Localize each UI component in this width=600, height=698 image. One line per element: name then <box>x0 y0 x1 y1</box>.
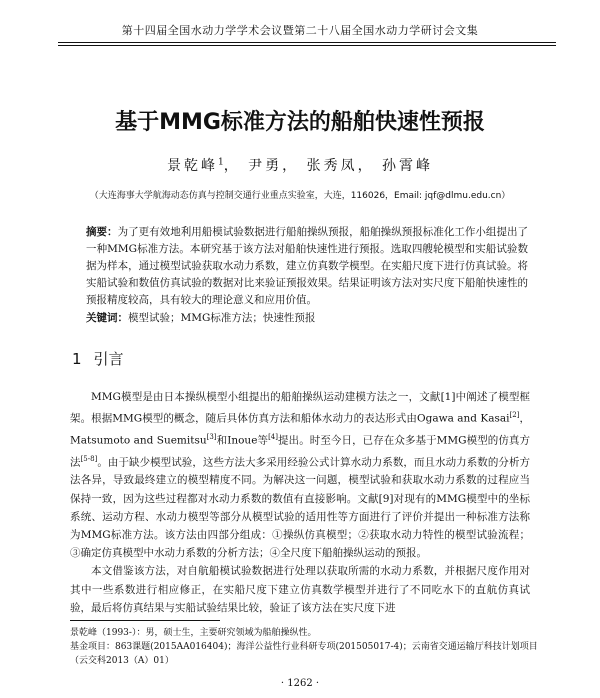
section-title: 引言 <box>93 350 124 368</box>
abstract-label: 摘要： <box>86 226 118 238</box>
author: 景乾峰$^1$ <box>166 157 224 174</box>
citation: [3] <box>206 432 217 441</box>
author: 孙霄峰 <box>382 158 434 174</box>
header-rule-thin <box>58 45 556 46</box>
page-number: · 1262 · <box>280 678 320 689</box>
footnote-rule <box>70 620 220 621</box>
citation: [2] <box>509 411 520 420</box>
footnotes <box>70 626 540 668</box>
section-heading <box>72 348 136 369</box>
paper-title: 基于MMG标准方法的船舶快速性预报 <box>115 110 485 135</box>
affiliation: （大连海事大学航海动态仿真与控制交通行业重点实验室，大连，116026，Email: jqf@dlmu.edu.cn） <box>89 191 511 201</box>
footnote: 基金项目：863课题(2015AA016404)；海洋公益性行业科研专项(201505017-4)；云南省交通运输厅科技计划项目（云交科2013（A）01） <box>70 642 538 666</box>
running-header: 第十四届全国水动力学学术会议暨第二十八届全国水动力学研讨会文集 <box>121 24 479 37</box>
section-number: 1 <box>72 350 82 368</box>
header-rule <box>58 42 556 43</box>
body-text <box>70 388 530 617</box>
keywords <box>86 310 528 325</box>
footnote: 景乾峰（1993-）：男，硕士生，主要研究领域为船舶操纵性。 <box>70 628 317 638</box>
author: 张秀凤 <box>306 158 358 174</box>
abstract-text: 为了更有效地利用船模试验数据进行船舶操纵预报，船舶操纵预报标准化工作小组提出了一种MMG标准方法。本研究基于该方法对船舶快速性进行预报。选取四艘轮模型和实船试验数据为样本，通过模型试验获取水动力系数，建立仿真数学模型。在实船尺度下进行仿真试验。将实船试验和数值仿真试验的数据对比来验证预报效果。结果证明该方法对实尺度下船舶快速性的预报精度较高，具有较大的理论意义和应用价值。 <box>86 226 529 306</box>
keywords-label: 关键词： <box>86 312 128 324</box>
keywords-text: 模型试验；MMG标准方法；快速性预报 <box>128 312 316 324</box>
paragraph: 本文借鉴该方法，对自航船模试验数据进行处理以获取所需的水动力系数，并根据尺度作用对其中一些系数进行相应修正，在实船尺度下建立仿真数学模型并进行了不同吃水下的直航仿真试验，最后将仿真结果与实船试验结果比较，验证了该方法在实尺度下进 <box>70 565 530 614</box>
author-list: 景乾峰$^1$， 尹勇， 张秀凤， 孙霄峰 <box>166 157 434 174</box>
paragraph: MMG模型是由日本操纵模型小组提出的船舶操纵运动建模方法之一，文献[1]中阐述了模型框架。根据MMG模型的概念，随后具体仿真方法和船体水动力的表达形式由Ogawa and Kasai[2]，Matsumoto and Suemitsu[3]和Inoue等[4]提出。时至今日，已存在众多基于MMG模型的仿真方法[5-8]。由于缺少模型试验，这些方法大多采用经验公式计算水动力系数，而且水动力系数的分析方法各异，导致最终建立的模型精度不同。为解决这一问题，模型试验和获取水动力系数的过程应当保持一致，因为这些过程都对水动力系数的数值有直接影响。文献[9]对现有的MMG模型中的坐标系统、运动方程、水动力模型等部分从模型试验的适用性等方面进行了评价并提出一种标准方法称为MMG标准方法。该方法由四部分组成：①操纵仿真模型；②获取水动力特性的模型试验流程；③确定仿真模型中水动力系数的分析方法；④全尺度下船舶操纵运动的预报。 <box>70 391 531 560</box>
citation: [5-8] <box>80 454 98 463</box>
citation: [4] <box>268 432 278 441</box>
author: 尹勇 <box>248 158 283 174</box>
abstract <box>86 224 528 309</box>
